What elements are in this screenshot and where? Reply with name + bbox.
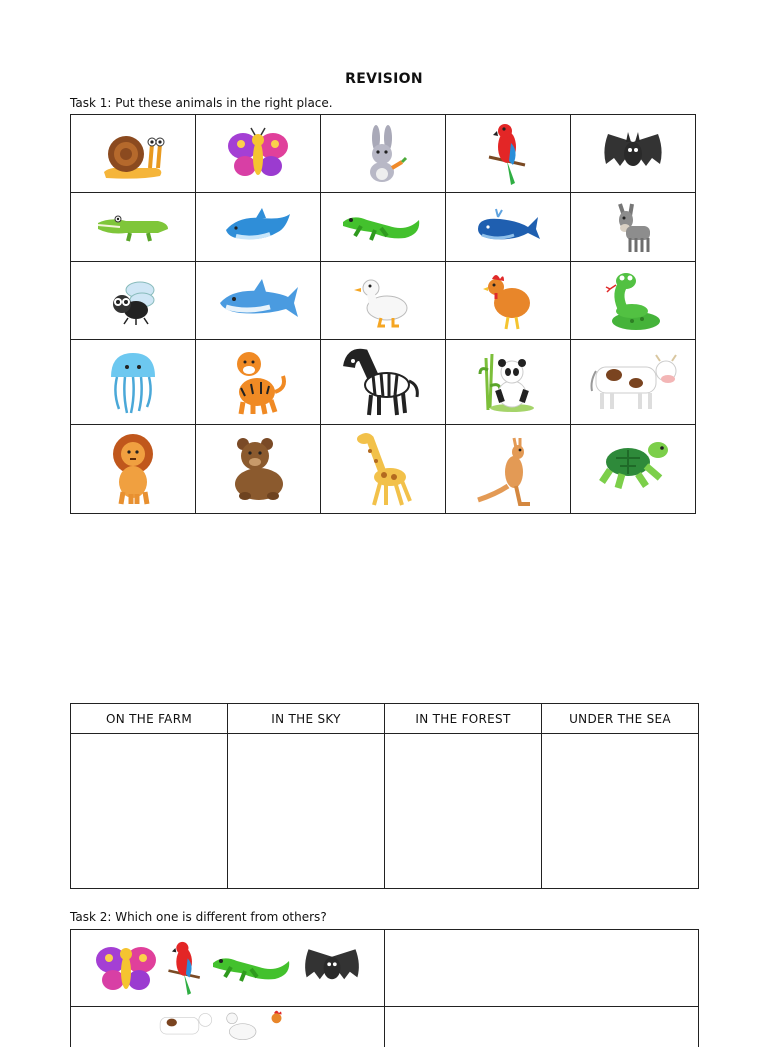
grid-row [71,340,696,425]
grid-cell [321,115,446,193]
bat-icon [301,943,363,993]
turtle-icon [596,438,670,500]
hen-icon [266,1007,302,1047]
hen-icon [482,269,534,333]
column-header-farm: ON THE FARM [71,704,228,734]
answer-cell-sea[interactable] [542,734,699,889]
task2-instruction: Task 2: Which one is different from others? [70,910,327,924]
grid-cell [196,193,321,262]
grid-cell [71,193,196,262]
donkey-icon [610,200,656,254]
lion-icon [105,432,161,506]
lizard-icon [211,947,295,989]
grid-cell [571,262,696,340]
zebra-icon [343,347,423,417]
giraffe-icon [352,431,414,507]
fly-icon [106,276,160,326]
snail-icon [100,126,166,182]
grid-cell [196,115,321,193]
parrot-icon [165,935,205,1001]
odd-one-out-row [71,1007,699,1047]
kangaroo-icon [476,432,540,506]
grid-cell [196,425,321,514]
panda-icon [478,350,538,414]
page-title: REVISION [0,71,768,87]
grid-cell [446,193,571,262]
answer-cell[interactable] [385,1007,699,1047]
grid-cell [321,193,446,262]
grid-row [71,425,696,514]
grid-row [71,115,696,193]
grid-cell [321,262,446,340]
answer-cell-forest[interactable] [385,734,542,889]
grid-cell [71,115,196,193]
column-header-sea: UNDER THE SEA [542,704,699,734]
grid-cell [71,262,196,340]
grid-cell [446,115,571,193]
snake-icon [602,269,664,333]
odd-one-out-table [70,929,699,1047]
grid-cell [571,340,696,425]
answer-cell[interactable] [385,930,699,1007]
grid-cell [71,425,196,514]
bear-icon [227,436,289,502]
grid-cell [321,340,446,425]
crocodile-icon [96,207,170,247]
bat-icon [600,128,666,180]
jellyfish-icon [107,349,159,415]
picture-cell [71,1007,385,1047]
grid-cell [571,193,696,262]
duck-icon [220,1007,260,1047]
grid-cell [321,425,446,514]
cow-icon [154,1007,214,1047]
dolphin-icon [222,206,294,248]
sorting-table-answer-row [71,734,699,889]
column-header-forest: IN THE FOREST [385,704,542,734]
grid-cell [71,340,196,425]
cow-icon [588,351,678,413]
picture-cell [71,930,385,1007]
grid-cell [446,262,571,340]
grid-row [71,262,696,340]
sorting-table [70,703,699,889]
grid-cell [196,340,321,425]
grid-row [71,193,696,262]
lizard-icon [341,206,425,248]
butterfly-icon [225,126,291,182]
sorting-table-header-row [71,704,699,734]
task1-instruction: Task 1: Put these animals in the right place. [70,96,333,110]
shark-icon [216,279,300,323]
grid-cell [446,340,571,425]
rabbit-icon [358,124,408,184]
column-header-sky: IN THE SKY [228,704,385,734]
answer-cell-sky[interactable] [228,734,385,889]
odd-one-out-row [71,930,699,1007]
tiger-icon [227,348,289,416]
whale-icon [474,207,542,247]
parrot-icon [485,121,531,187]
grid-cell [446,425,571,514]
butterfly-icon [93,940,159,996]
grid-cell [571,425,696,514]
answer-cell-farm[interactable] [71,734,228,889]
animal-picture-grid [70,114,696,514]
grid-cell [571,115,696,193]
duck-icon [353,272,413,330]
grid-cell [196,262,321,340]
